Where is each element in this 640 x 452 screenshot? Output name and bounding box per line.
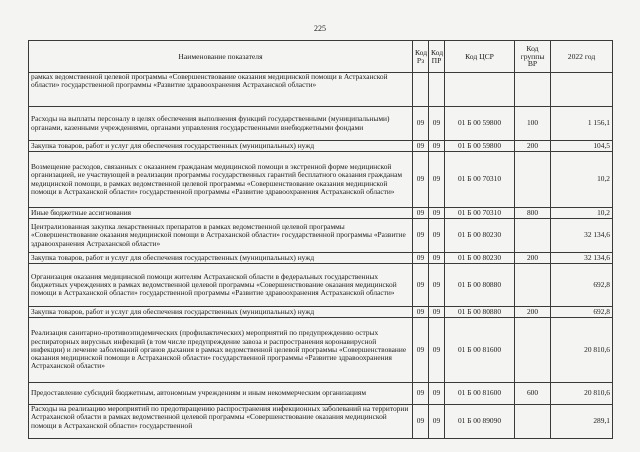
row-vr: 200 [515,253,551,264]
row-csr: 01 Б 00 80230 [445,253,515,264]
row-vr [515,405,551,439]
table-row [29,152,613,208]
row-csr: 01 Б 00 59800 [445,107,515,141]
row-name: Закупка товаров, работ и услуг для обеспечения государственных (муниципальных) нужд [29,307,413,318]
budget-table [28,40,613,439]
row-csr: 01 Б 00 80880 [445,307,515,318]
row-pr: 09 [429,141,445,152]
row-rz: 09 [413,152,429,208]
row-pr: 09 [429,318,445,383]
row-vr: 800 [515,208,551,219]
row-pr: 09 [429,307,445,318]
row-vr: 100 [515,107,551,141]
row-vr [515,73,551,107]
row-pr: 09 [429,219,445,253]
row-name: Закупка товаров, работ и услуг для обеспечения государственных (муниципальных) нужд [29,141,413,152]
row-amount: 692,8 [551,307,613,318]
header-name: Наименование показателя [29,41,413,73]
row-rz: 09 [413,405,429,439]
row-pr: 09 [429,405,445,439]
row-name: Реализация санитарно-противоэпидемических (профилактических) мероприятий по предупреждению острых респираторных вирусных инфекций (в том числе предупреждение завоза и распространения коронавирусной инфекции) и лечение заболеваний органов дыхания в рамках ведомственной целевой программы «Совершенствование оказания медицинской помощи в Астраханской области» государственной программы «Развитие здравоохранения Астраханской области» [29,318,413,383]
row-rz: 09 [413,141,429,152]
table-row [29,318,613,383]
row-amount [551,73,613,107]
header-vr: Код группы ВР [515,41,551,73]
header-csr: Код ЦСР [445,41,515,73]
row-csr: 01 Б 00 80230 [445,219,515,253]
row-vr: 600 [515,383,551,405]
row-name: Расходы на выплаты персоналу в целях обеспечения выполнения функций государственными (муниципальными) органами, казенными учреждениями, органами управления государственными внебюджетными фондами [29,107,413,141]
row-name: Возмещение расходов, связанных с оказанием гражданам медицинской помощи в экстренной форме медицинской организацией, не участвующей в реализации программы государственных гарантий бесплатного оказания гражданам медицинской помощи, в рамках ведомственной целевой программы «Совершенствование оказания медицинской помощи в Астраханской области» государственной программы «Развитие здравоохранения Астраханской области» [29,152,413,208]
row-pr: 09 [429,253,445,264]
row-rz [413,73,429,107]
row-name: рамках ведомственной целевой программы «Совершенствование оказания медицинской помощи в Астраханской области» государственной программы «Развитие здравоохранения Астраханской области» [29,73,413,107]
table-row [29,307,613,318]
row-rz: 09 [413,264,429,307]
table-row [29,107,613,141]
row-csr: 01 Б 00 70310 [445,152,515,208]
row-amount: 1 156,1 [551,107,613,141]
row-csr: 01 Б 00 81600 [445,318,515,383]
table-row [29,73,613,107]
row-csr: 01 Б 00 70310 [445,208,515,219]
table-row [29,208,613,219]
row-csr: 01 Б 00 59800 [445,141,515,152]
header-rz: Код Рз [413,41,429,73]
row-pr [429,73,445,107]
row-rz: 09 [413,107,429,141]
row-vr: 200 [515,141,551,152]
row-csr: 01 Б 00 80880 [445,264,515,307]
row-pr: 09 [429,152,445,208]
row-amount: 20 810,6 [551,383,613,405]
header-pr: Код ПР [429,41,445,73]
row-vr [515,264,551,307]
table-row [29,141,613,152]
row-name: Закупка товаров, работ и услуг для обеспечения государственных (муниципальных) нужд [29,253,413,264]
row-vr [515,219,551,253]
row-amount: 32 134,6 [551,253,613,264]
row-rz: 09 [413,383,429,405]
row-pr: 09 [429,264,445,307]
table-row [29,383,613,405]
header-year: 2022 год [551,41,613,73]
table-header-row [29,41,613,73]
page-number: 225 [314,24,326,33]
row-amount: 104,5 [551,141,613,152]
row-pr: 09 [429,107,445,141]
row-name: Организация оказания медицинской помощи жителям Астраханской области в федеральных государственных бюджетных учреждениях в рамках ведомственной целевой программы «Совершенствование оказания медицинской помощи в Астраханской области» государственной программы «Развитие здравоохранения Астраханской области» [29,264,413,307]
row-vr [515,152,551,208]
row-rz: 09 [413,219,429,253]
row-pr: 09 [429,383,445,405]
table-row [29,253,613,264]
row-amount: 10,2 [551,152,613,208]
row-csr: 01 Б 00 81600 [445,383,515,405]
row-amount: 32 134,6 [551,219,613,253]
row-name: Расходы на реализацию мероприятий по предотвращению распространения инфекционных заболеваний на территории Астраханской области в рамках ведомственной целевой программы «Совершенствование оказания медицинской помощи в Астраханской области» государственной [29,405,413,439]
row-csr [445,73,515,107]
row-vr [515,318,551,383]
row-name: Централизованная закупка лекарственных препаратов в рамках ведомственной целевой программы «Совершенствование оказания медицинской помощи в Астраханской области» государственной программы «Развитие здравоохранения Астраханской области» [29,219,413,253]
row-name: Предоставление субсидий бюджетным, автономным учреждениям и иным некоммерческим организациям [29,383,413,405]
table-row [29,405,613,439]
row-rz: 09 [413,307,429,318]
row-rz: 09 [413,318,429,383]
row-name: Иные бюджетные ассигнования [29,208,413,219]
row-rz: 09 [413,208,429,219]
row-amount: 289,1 [551,405,613,439]
row-amount: 692,8 [551,264,613,307]
row-vr: 200 [515,307,551,318]
row-csr: 01 Б 00 89090 [445,405,515,439]
table-row [29,264,613,307]
row-amount: 20 810,6 [551,318,613,383]
row-rz: 09 [413,253,429,264]
row-pr: 09 [429,208,445,219]
table-row [29,219,613,253]
row-amount: 10,2 [551,208,613,219]
